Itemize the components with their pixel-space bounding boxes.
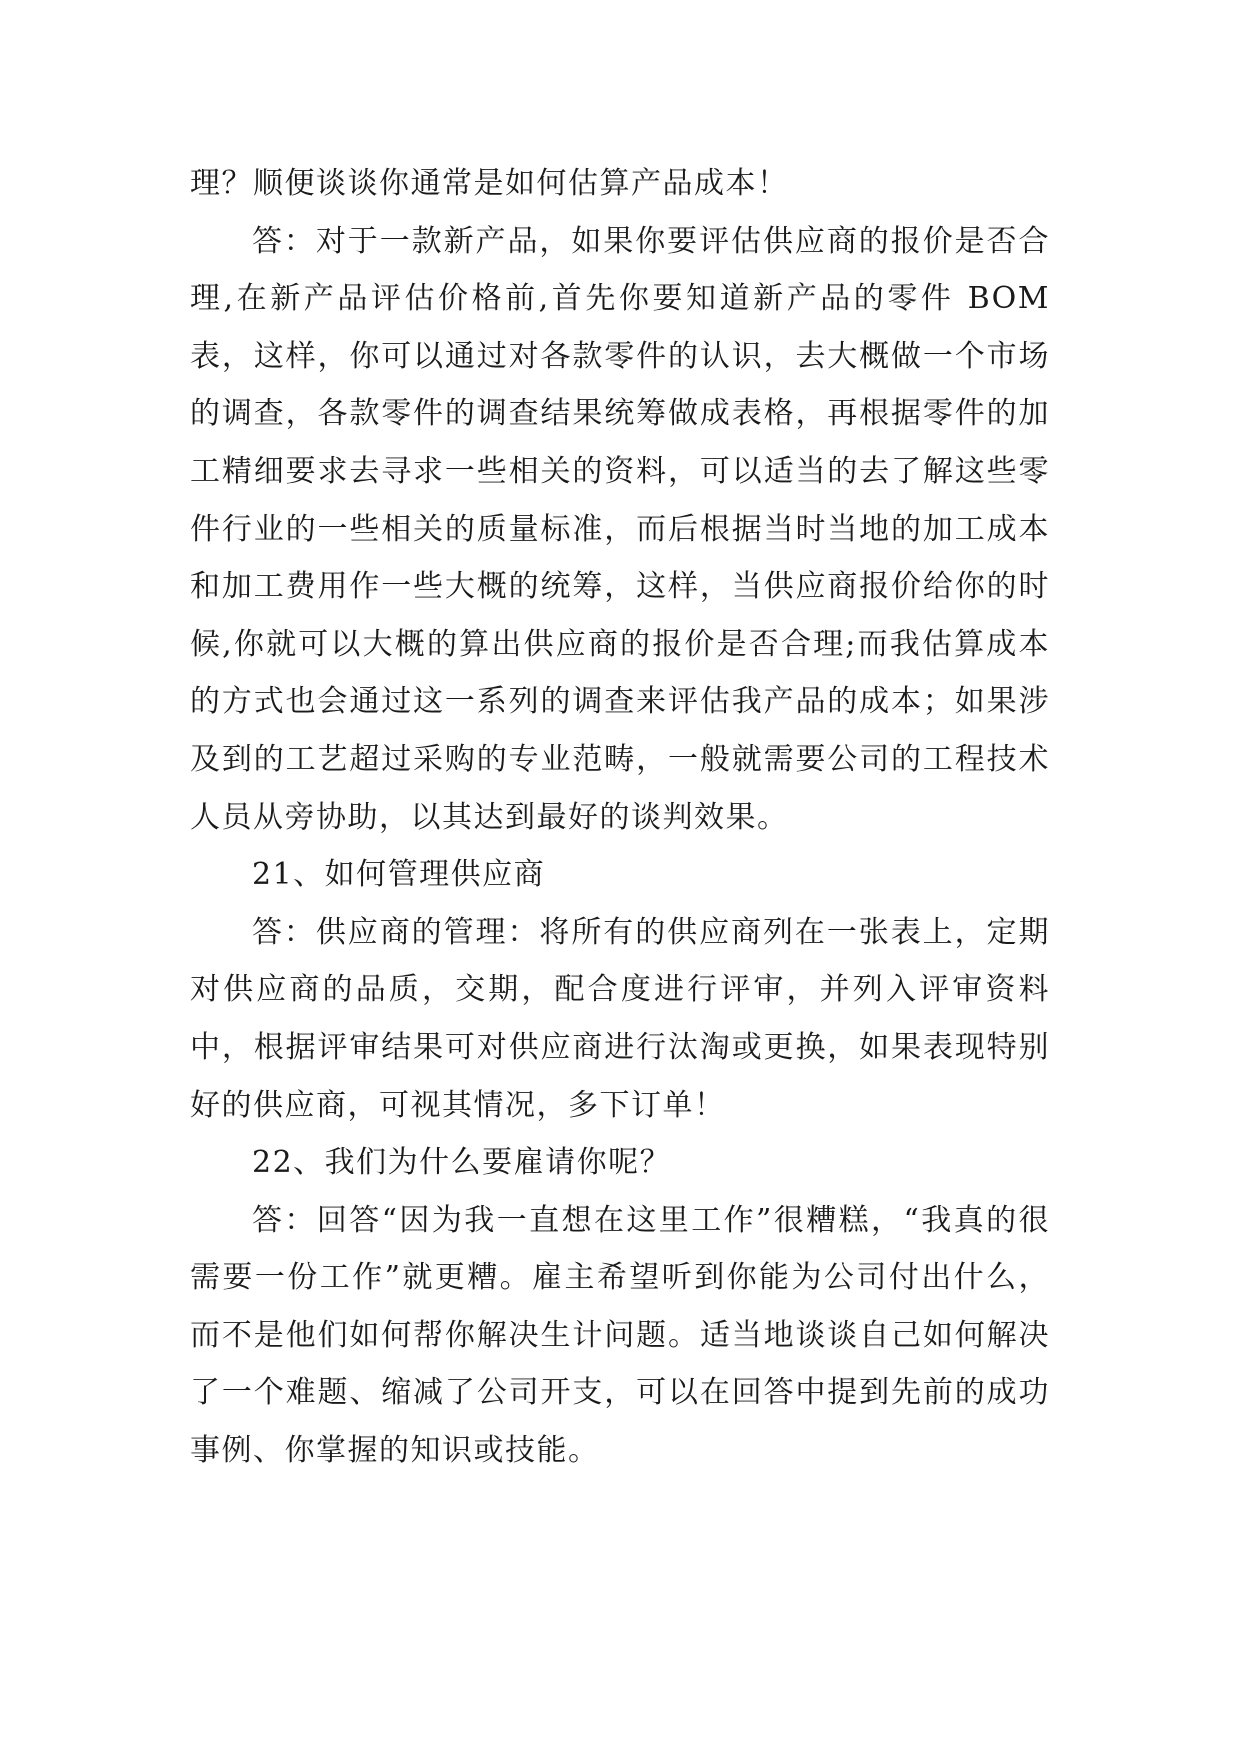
document-body	[190, 155, 1050, 1480]
paragraph-answer-21: 答：供应商的管理：将所有的供应商列在一张表上，定期对供应商的品质，交期，配合度进行评审，并列入评审资料中，根据评审结果可对供应商进行汰淘或更换，如果表现特别好的供应商，可视其情况，多下订单！	[190, 914, 1050, 1123]
paragraph-answer-20: 答：对于一款新产品，如果你要评估供应商的报价是否合理,在新产品评估价格前,首先你要知道新产品的零件 BOM 表，这样，你可以通过对各款零件的认识，去大概做一个市场的调查，各款零件的调查结果统筹做成表格，再根据零件的加工精细要求去寻求一些相关的资料，可以适当的去了解这些零件行业的一些相关的质量标准，而后根据当时当地的加工成本和加工费用作一些大概的统筹，这样，当供应商报价给你的时候,你就可以大概的算出供应商的报价是否合理;而我估算成本的方式也会通过这一系列的调查来评估我产品的成本；如果涉及到的工艺超过采购的专业范畴，一般就需要公司的工程技术人员从旁协助，以其达到最好的谈判效果。	[190, 223, 1050, 835]
paragraph-answer-22: 答：回答“因为我一直想在这里工作”很糟糕，“我真的很需要一份工作”就更糟。雇主希望听到你能为公司付出什么，而不是他们如何帮你解决生计问题。适当地谈谈自己如何解决了一个难题、缩减了公司开支，可以在回答中提到先前的成功事例、你掌握的知识或技能。	[190, 1202, 1050, 1469]
question-heading-22: 22、我们为什么要雇请你呢？	[252, 1145, 672, 1181]
question-heading-21: 21、如何管理供应商	[252, 857, 546, 893]
paragraph-intro-tail: 理？顺便谈谈你通常是如何估算产品成本！	[190, 166, 789, 201]
